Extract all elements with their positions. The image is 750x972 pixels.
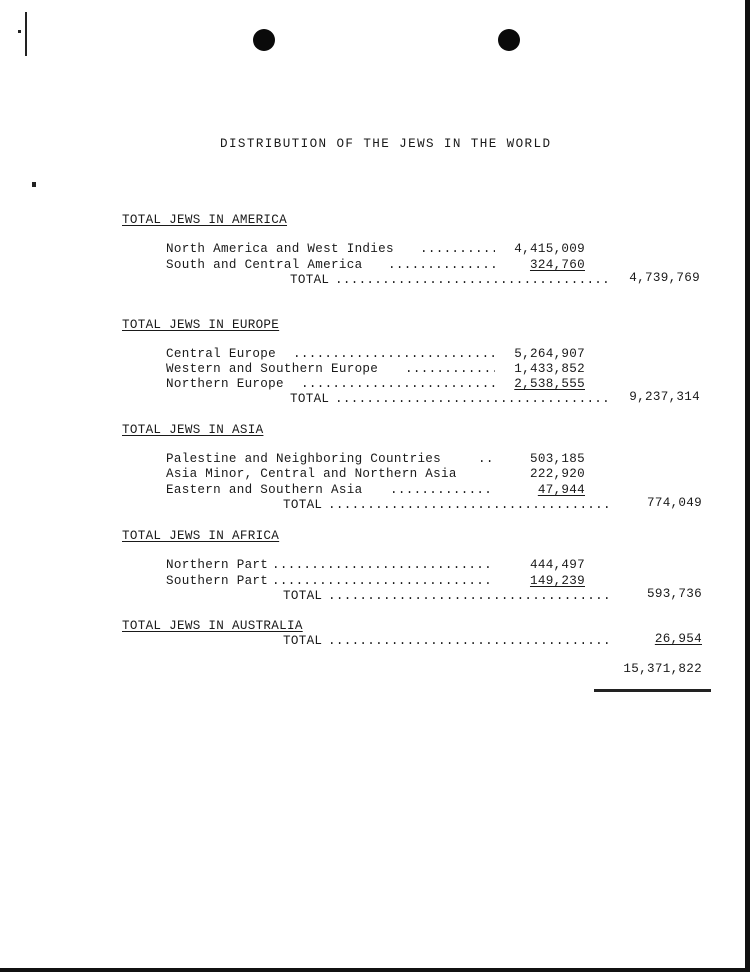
leader-dots	[293, 347, 495, 361]
row-value: 444,497	[529, 558, 585, 572]
scan-edge-right	[745, 0, 750, 972]
leader-dots	[328, 498, 612, 512]
row-label: Northern Europe	[166, 377, 284, 391]
total-label: TOTAL	[283, 634, 323, 648]
row-value: 149,239	[529, 574, 585, 588]
leader-dots	[335, 273, 612, 287]
row-value: 1,433,852	[514, 362, 585, 376]
punch-hole-right	[498, 29, 520, 51]
leader-dots	[328, 589, 612, 603]
leader-dots	[405, 362, 495, 376]
leader-dots	[335, 392, 612, 406]
section-heading-europe: TOTAL JEWS IN EUROPE	[122, 318, 280, 332]
leader-dots	[390, 483, 495, 497]
scan-mark	[32, 182, 36, 187]
row-label: North America and West Indies	[166, 242, 394, 256]
total-label: TOTAL	[283, 589, 323, 603]
leader-dots	[301, 377, 495, 391]
row-value: 4,415,009	[514, 242, 585, 256]
row-value: 222,920	[529, 467, 585, 481]
row-value: 324,760	[529, 258, 585, 272]
punch-hole-left	[253, 29, 275, 51]
section-total: 9,237,314	[629, 390, 700, 404]
row-label: Asia Minor, Central and Northern Asia	[166, 467, 457, 481]
section-heading-asia: TOTAL JEWS IN ASIA	[122, 423, 264, 437]
row-value: 5,264,907	[514, 347, 585, 361]
leader-dots	[272, 574, 495, 588]
section-total: 4,739,769	[629, 271, 700, 285]
row-label: Western and Southern Europe	[166, 362, 379, 376]
scan-mark	[25, 12, 27, 56]
grand-total-double-underline	[594, 689, 711, 692]
row-label: Northern Part	[166, 558, 269, 572]
row-label: South and Central America	[166, 258, 363, 272]
leader-dots	[420, 242, 495, 256]
section-total: 26,954	[654, 632, 702, 646]
row-value: 2,538,555	[514, 377, 585, 391]
row-value: 503,185	[529, 452, 585, 466]
section-heading-africa: TOTAL JEWS IN AFRICA	[122, 529, 280, 543]
total-label: TOTAL	[290, 392, 330, 406]
row-label: Palestine and Neighboring Countries	[166, 452, 442, 466]
total-label: TOTAL	[290, 273, 330, 287]
leader-dots	[328, 634, 612, 648]
scan-edge-bottom	[0, 968, 750, 972]
leader-dots	[272, 558, 495, 572]
section-heading-america: TOTAL JEWS IN AMERICA	[122, 213, 288, 227]
row-label: Eastern and Southern Asia	[166, 483, 363, 497]
row-label: Southern Part	[166, 574, 269, 588]
section-heading-australia: TOTAL JEWS IN AUSTRALIA	[122, 619, 303, 633]
section-total: 593,736	[646, 587, 702, 601]
scan-mark	[18, 30, 21, 33]
row-label: Central Europe	[166, 347, 277, 361]
section-total: 774,049	[646, 496, 702, 510]
total-label: TOTAL	[283, 498, 323, 512]
page-title: DISTRIBUTION OF THE JEWS IN THE WORLD	[220, 137, 552, 151]
leader-dots	[388, 258, 495, 272]
grand-total: 15,371,822	[623, 662, 702, 676]
row-value: 47,944	[537, 483, 585, 497]
